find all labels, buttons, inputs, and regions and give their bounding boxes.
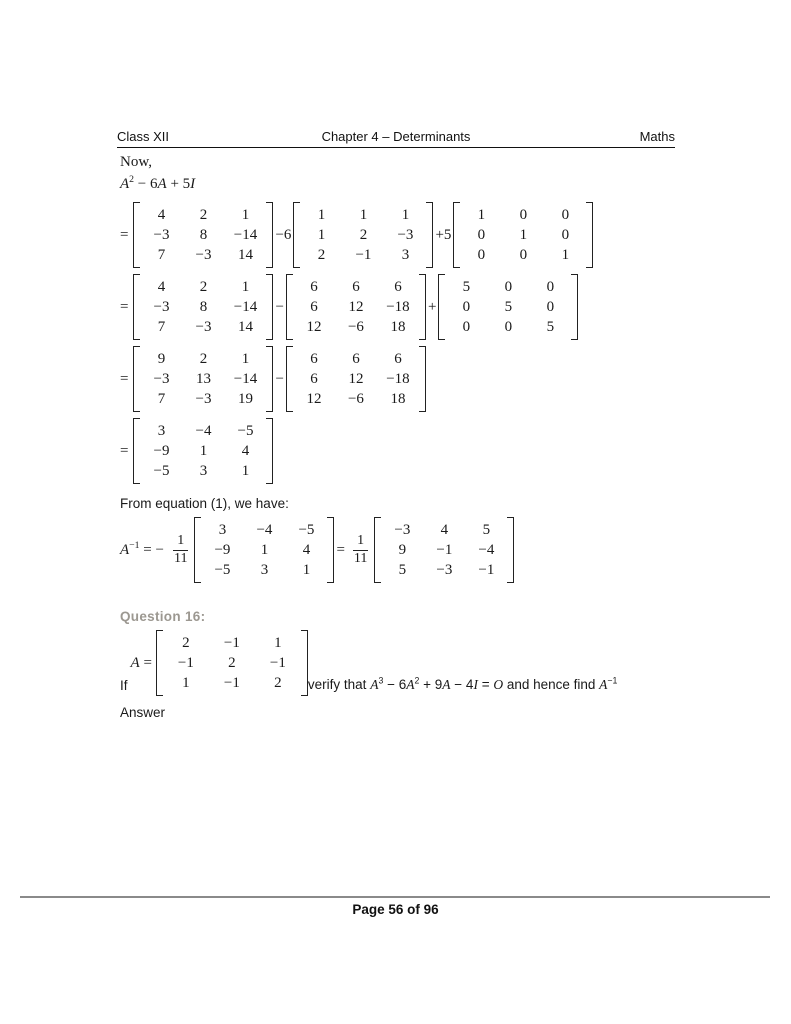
matrix-cell: −14 [233, 227, 258, 243]
equals-sign: = [120, 442, 129, 459]
matrix-cell: 14 [237, 247, 253, 263]
matrix-cell: 2 [182, 635, 190, 651]
equation-row-3 [120, 346, 700, 412]
text-segment: A [130, 654, 140, 671]
matrix-cell: 3 [199, 463, 208, 479]
matrix-cell: 0 [504, 279, 513, 295]
matrix-cell: −1 [269, 655, 286, 671]
matrix-row [300, 225, 426, 245]
text-segment: −1 [607, 675, 618, 686]
matrix-cell: 6 [352, 279, 360, 295]
matrix-cell: 0 [477, 227, 486, 243]
text-segment: −1 [129, 539, 140, 551]
matrix-cell: −14 [233, 299, 258, 315]
text-segment: = − [139, 541, 164, 558]
matrix-row [140, 225, 266, 245]
fraction-denominator: 11 [173, 550, 188, 566]
matrix-cell: −1 [478, 562, 495, 578]
matrix-cell: 5 [398, 562, 407, 578]
matrix-cell: 5 [482, 522, 491, 538]
matrix-row [293, 389, 419, 409]
operator: +5 [435, 226, 452, 243]
matrix-row [300, 205, 426, 225]
matrix-row [445, 277, 571, 297]
text-segment: A [157, 176, 167, 192]
text-segment: = [139, 654, 152, 671]
matrix-cell: −6 [347, 319, 364, 335]
matrix-cell: −3 [394, 522, 411, 538]
matrix-row [140, 441, 266, 461]
matrix-row [163, 653, 301, 673]
matrix-cell: 18 [390, 319, 406, 335]
matrix-cell: 6 [394, 351, 402, 367]
matrix-cell: 0 [546, 279, 555, 295]
matrix-cell: −5 [153, 463, 170, 479]
matrix [133, 346, 273, 412]
matrix-cell: −3 [195, 319, 212, 335]
matrix-cell: −1 [177, 655, 194, 671]
text-segment: A [120, 541, 130, 558]
matrix-cell: 0 [561, 207, 570, 223]
text-segment: A [370, 677, 379, 692]
text-segment: 2 [414, 675, 420, 686]
matrix-cell: 1 [302, 562, 311, 578]
matrix-cell: 1 [241, 207, 250, 223]
matrix-cell: −3 [436, 562, 453, 578]
matrix [453, 202, 593, 268]
equation-row-2 [120, 274, 700, 340]
matrix-cell: 7 [157, 319, 166, 335]
fraction-numerator: 1 [173, 533, 188, 550]
matrix-row [293, 277, 419, 297]
matrix-cell: 1 [317, 207, 326, 223]
matrix-cell: 3 [401, 247, 410, 263]
matrix-row [293, 369, 419, 389]
matrix-cell: −18 [386, 299, 410, 315]
matrix-cell: 5 [546, 319, 555, 335]
matrix-cell: 18 [390, 391, 406, 407]
matrix-cell: 5 [462, 279, 471, 295]
matrix-cell: 0 [561, 227, 570, 243]
matrix-row [445, 297, 571, 317]
matrix-cell: 9 [398, 542, 407, 558]
matrix-cell: −5 [298, 522, 315, 538]
text-segment: I [473, 677, 478, 692]
operator: − [275, 370, 284, 387]
matrix-cell: 1 [241, 279, 250, 295]
text-segment: O [493, 677, 504, 692]
matrix-cell: −5 [237, 423, 254, 439]
matrix-cell: 1 [477, 207, 486, 223]
question-matrix [156, 630, 308, 696]
matrix-cell: 8 [199, 299, 208, 315]
matrix-cell: 6 [394, 279, 402, 295]
matrix-cell: 9 [157, 351, 166, 367]
matrix-cell: −3 [397, 227, 414, 243]
matrix-cell: 1 [519, 227, 528, 243]
matrix-cell: −6 [347, 391, 364, 407]
matrix-cell: 1 [241, 463, 250, 479]
question-matrix-wrap [131, 630, 308, 696]
fraction [170, 533, 191, 566]
matrix-cell: 4 [241, 443, 250, 459]
footer-rule [20, 896, 770, 898]
text-segment: A [599, 677, 608, 692]
matrix-cell: 0 [504, 319, 513, 335]
operator: −6 [275, 226, 292, 243]
matrix-cell: 0 [477, 247, 486, 263]
matrix-cell: 3 [157, 423, 166, 439]
matrix-cell: −3 [153, 299, 170, 315]
matrix-row [381, 540, 507, 560]
text-segment: verify that [307, 677, 371, 692]
matrix-row [300, 245, 426, 265]
matrix-cell: −1 [355, 247, 372, 263]
operator: + [427, 298, 437, 315]
matrix-cell: −4 [195, 423, 212, 439]
matrix-cell: 1 [199, 443, 208, 459]
header-chapter-title: Chapter 4 – Determinants [321, 129, 471, 144]
header-class: Class XII [117, 129, 170, 144]
header-subject: Maths [639, 129, 675, 144]
matrix [133, 274, 273, 340]
fraction-denominator: 11 [353, 550, 368, 566]
matrix-cell: −1 [436, 542, 453, 558]
matrix-row [140, 245, 266, 265]
matrix-cell: 2 [199, 279, 208, 295]
matrix-cell: 6 [352, 351, 360, 367]
question-block [120, 630, 700, 696]
text-segment: A [406, 677, 415, 692]
matrix-cell: 2 [228, 655, 236, 671]
matrix-row [460, 245, 586, 265]
matrix-cell: 1 [401, 207, 410, 223]
operator: − [275, 298, 284, 315]
matrix-cell: 1 [317, 227, 326, 243]
matrix-cell: 1 [274, 635, 282, 651]
matrix-cell: 0 [519, 207, 528, 223]
matrix-cell: −1 [223, 635, 240, 651]
matrix-cell: 13 [195, 371, 211, 387]
question-label: Question 16: [120, 609, 206, 624]
matrix-cell: 2 [359, 227, 368, 243]
matrix-cell: 6 [310, 371, 318, 387]
matrix-row [140, 389, 266, 409]
matrix-cell: 1 [241, 351, 250, 367]
matrix-cell: −4 [478, 542, 495, 558]
matrix-cell: 5 [504, 299, 513, 315]
answer-label: Answer [120, 705, 166, 720]
matrix [194, 517, 334, 583]
matrix-cell: 0 [519, 247, 528, 263]
matrix-row [140, 349, 266, 369]
matrix-row [140, 317, 266, 337]
equals-sign: = [120, 298, 129, 315]
matrix-cell: 0 [462, 319, 471, 335]
matrix-cell: 12 [348, 371, 364, 387]
matrix-row [381, 520, 507, 540]
matrix-row [201, 520, 327, 540]
now-label: Now, [120, 154, 152, 170]
matrix [286, 346, 426, 412]
fraction-numerator: 1 [353, 533, 368, 550]
matrix-cell: 4 [157, 207, 166, 223]
matrix-cell: 12 [306, 319, 322, 335]
page-content [120, 154, 700, 720]
matrix-cell: 4 [440, 522, 449, 538]
matrix-cell: 1 [182, 675, 190, 691]
matrix-row [445, 317, 571, 337]
matrix-cell: 0 [546, 299, 555, 315]
matrix [293, 202, 433, 268]
text-segment: = [477, 677, 494, 692]
if-label: If [120, 678, 128, 693]
text-segment: 3 [378, 675, 384, 686]
fraction [350, 533, 371, 566]
matrix-cell: 4 [157, 279, 166, 295]
matrix-row [140, 369, 266, 389]
matrix-row [163, 633, 301, 653]
matrix-cell: 2 [317, 247, 326, 263]
matrix-row [140, 421, 266, 441]
matrix-cell: 0 [462, 299, 471, 315]
matrix-cell: −3 [195, 391, 212, 407]
matrix-row [293, 349, 419, 369]
inverse-lhs [120, 539, 164, 559]
matrix-cell: 1 [561, 247, 570, 263]
matrix-row [163, 673, 301, 693]
matrix-cell: 4 [302, 542, 311, 558]
matrix-cell: 2 [199, 207, 208, 223]
inverse-equation-row [120, 517, 700, 583]
page-number: Page 56 of 96 [352, 902, 439, 917]
matrix-cell: 3 [218, 522, 227, 538]
matrix-cell: −4 [256, 522, 273, 538]
matrix-cell: 2 [274, 675, 282, 691]
text-segment: + 5 [166, 176, 191, 192]
matrix-cell: 6 [310, 279, 318, 295]
matrix-row [460, 205, 586, 225]
matrix-cell: 2 [199, 351, 208, 367]
matrix-row [140, 297, 266, 317]
text-segment: 2 [129, 174, 135, 185]
matrix-cell: −5 [214, 562, 231, 578]
matrix-cell: 3 [260, 562, 269, 578]
matrix-cell: −1 [223, 675, 240, 691]
matrix-cell: −9 [214, 542, 231, 558]
matrix-cell: 6 [310, 299, 318, 315]
equals-sign: = [120, 226, 129, 243]
matrix-cell: 12 [348, 299, 364, 315]
text-segment: − 6 [383, 677, 407, 692]
expression-line [120, 176, 700, 193]
matrix-cell: 14 [237, 319, 253, 335]
text-segment: A [442, 677, 451, 692]
matrix [286, 274, 426, 340]
matrix-row [381, 560, 507, 580]
matrix-row [293, 297, 419, 317]
equals-sign: = [120, 370, 129, 387]
text-segment: − 4 [450, 677, 474, 692]
matrix-cell: 19 [237, 391, 253, 407]
text-segment: A [120, 176, 130, 192]
matrix-cell: 6 [310, 351, 318, 367]
matrix-cell: −9 [153, 443, 170, 459]
verify-text [308, 677, 618, 696]
text-segment: and hence find [503, 677, 600, 692]
matrix-row [140, 205, 266, 225]
equation-row-1 [120, 202, 700, 268]
matrix [374, 517, 514, 583]
matrix-row [140, 277, 266, 297]
matrix-cell: −18 [386, 371, 410, 387]
matrix-lhs [131, 655, 152, 672]
equation-row-4 [120, 418, 700, 484]
matrix-row [201, 540, 327, 560]
matrix-cell: −3 [153, 227, 170, 243]
matrix-cell: 8 [199, 227, 208, 243]
text-segment: − 6 [134, 176, 158, 192]
matrix-row [460, 225, 586, 245]
text-segment: + 9 [419, 677, 443, 692]
matrix-cell: 7 [157, 391, 166, 407]
from-equation-text: From equation (1), we have: [120, 496, 289, 511]
matrix-cell: 1 [359, 207, 368, 223]
matrix-cell: −14 [233, 371, 258, 387]
matrix-cell: 1 [260, 542, 269, 558]
matrix-cell: −3 [153, 371, 170, 387]
matrix-cell: −3 [195, 247, 212, 263]
equals-sign: = [336, 541, 345, 558]
matrix-row [201, 560, 327, 580]
matrix [133, 418, 273, 484]
matrix-row [140, 461, 266, 481]
matrix [133, 202, 273, 268]
page-header [117, 129, 675, 148]
matrix-row [293, 317, 419, 337]
matrix [438, 274, 578, 340]
text-segment: I [190, 176, 196, 192]
matrix-cell: 7 [157, 247, 166, 263]
matrix-cell: 12 [306, 391, 322, 407]
